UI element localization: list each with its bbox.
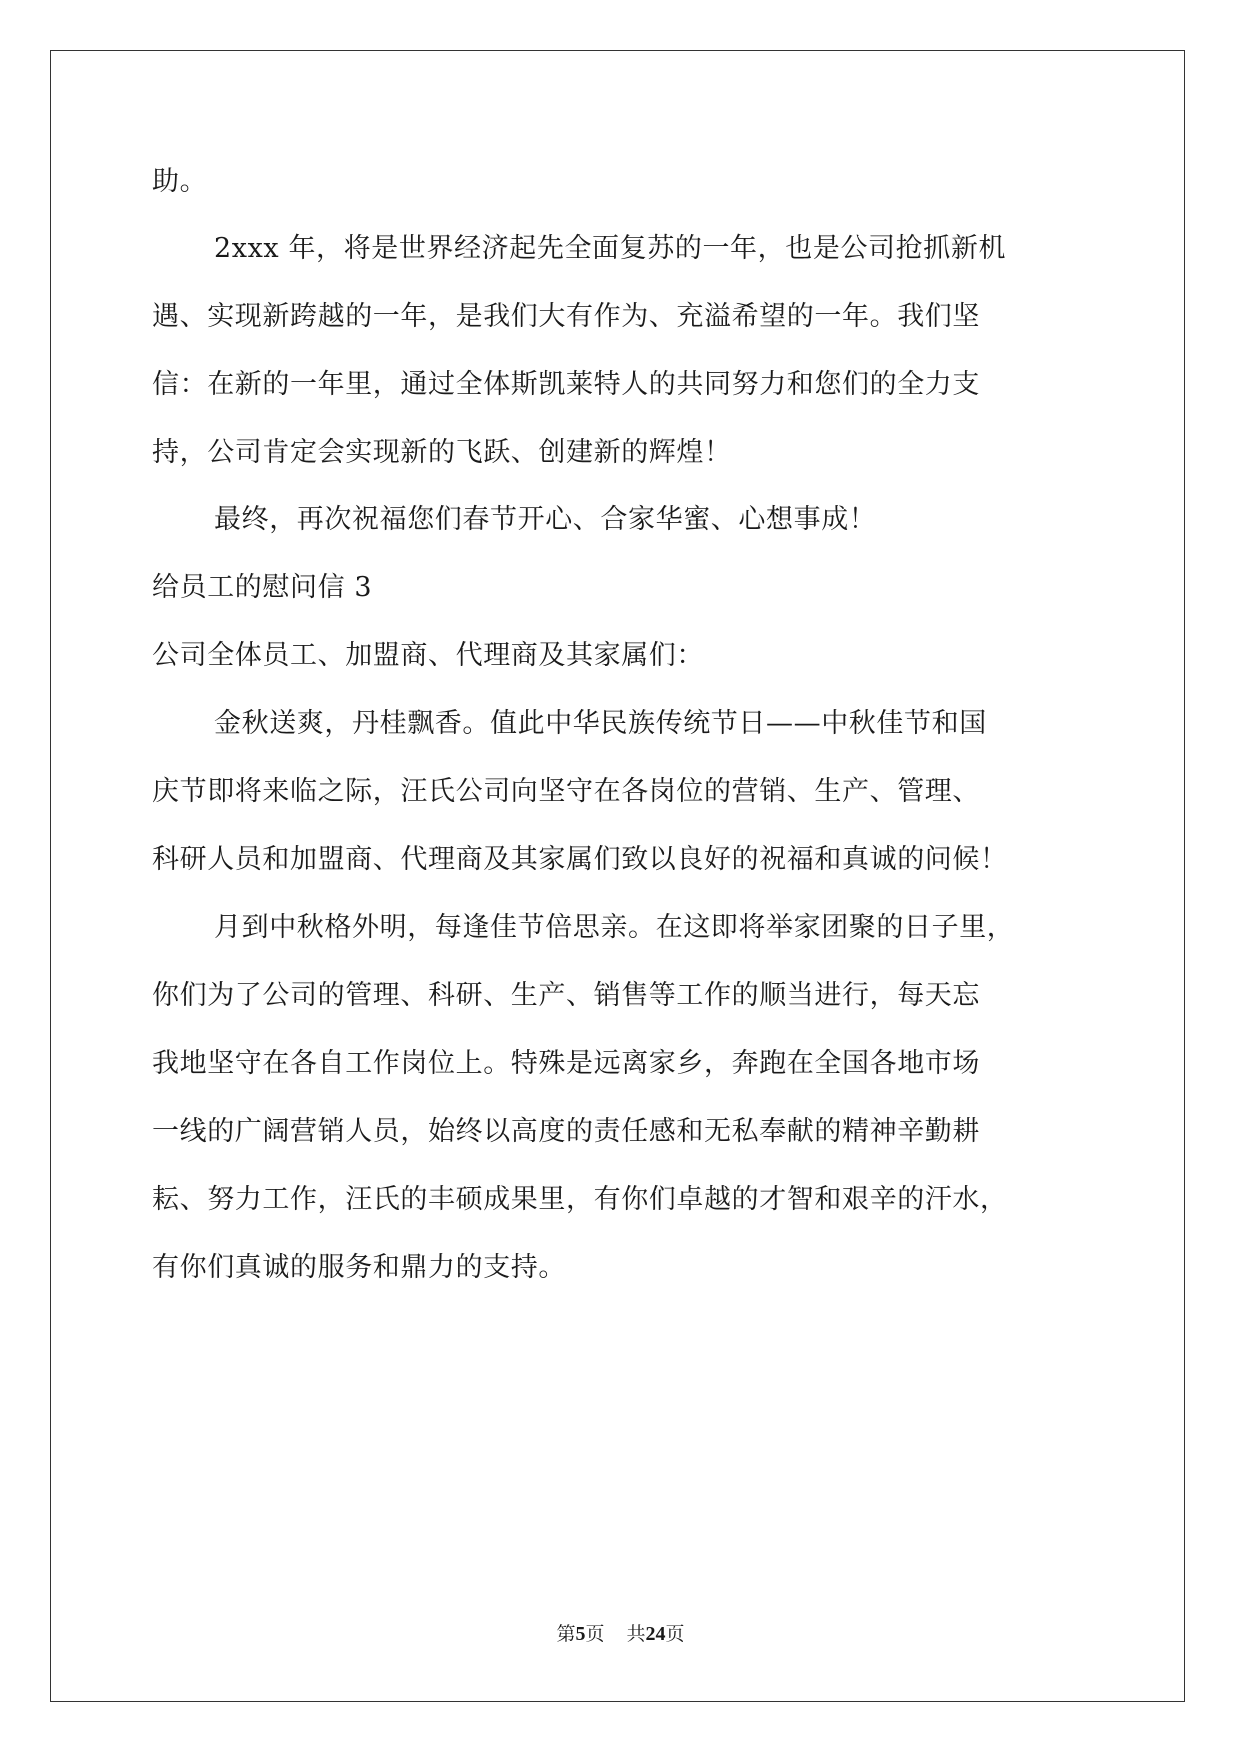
footer-page-number: 5 <box>575 1623 586 1645</box>
footer-prefix: 第 <box>556 1623 576 1645</box>
footer-total-prefix: 共 <box>626 1623 646 1645</box>
footer-total-pages: 24 <box>645 1623 666 1645</box>
body-line-17: 有你们真诚的服务和鼎力的支持。 <box>152 1252 566 1283</box>
body-line-5: 持，公司肯定会实现新的飞跃、创建新的辉煌！ <box>152 437 732 468</box>
body-line-16: 耘、努力工作，汪氏的丰硕成果里，有你们卓越的才智和艰辛的汗水， <box>152 1184 1008 1215</box>
body-line-6: 最终，再次祝福您们春节开心、合家华蜜、心想事成！ <box>214 504 877 535</box>
body-line-13: 你们为了公司的管理、科研、生产、销售等工作的顺当进行，每天忘 <box>152 980 980 1011</box>
body-line-3: 遇、实现新跨越的一年，是我们大有作为、充溢希望的一年。我们坚 <box>152 301 980 332</box>
section-heading: 给员工的慰问信 3 <box>152 572 373 603</box>
salutation: 公司全体员工、加盟商、代理商及其家属们： <box>152 640 704 671</box>
footer-page-suffix: 页 <box>585 1623 605 1645</box>
body-line-11: 科研人员和加盟商、代理商及其家属们致以良好的祝福和真诚的问候！ <box>152 844 1008 875</box>
footer-total-suffix: 页 <box>665 1623 685 1645</box>
body-line-10: 庆节即将来临之际，汪氏公司向坚守在各岗位的营销、生产、管理、 <box>152 776 980 807</box>
body-line-12: 月到中秋格外明，每逢佳节倍思亲。在这即将举家团聚的日子里， <box>214 912 1015 943</box>
body-line-14: 我地坚守在各自工作岗位上。特殊是远离家乡，奔跑在全国各地市场 <box>152 1048 980 1079</box>
body-line-4: 信：在新的一年里，通过全体斯凯莱特人的共同努力和您们的全力支 <box>152 369 980 400</box>
body-line-15: 一线的广阔营销人员，始终以高度的责任感和无私奉献的精神辛勤耕 <box>152 1116 980 1147</box>
body-line-9: 金秋送爽，丹桂飘香。值此中华民族传统节日——中秋佳节和国 <box>214 708 987 739</box>
body-line-1: 助。 <box>152 166 208 197</box>
page-footer <box>0 1622 1241 1646</box>
body-line-2: 2xxx 年，将是世界经济起先全面复苏的一年，也是公司抢抓新机 <box>214 233 1007 264</box>
